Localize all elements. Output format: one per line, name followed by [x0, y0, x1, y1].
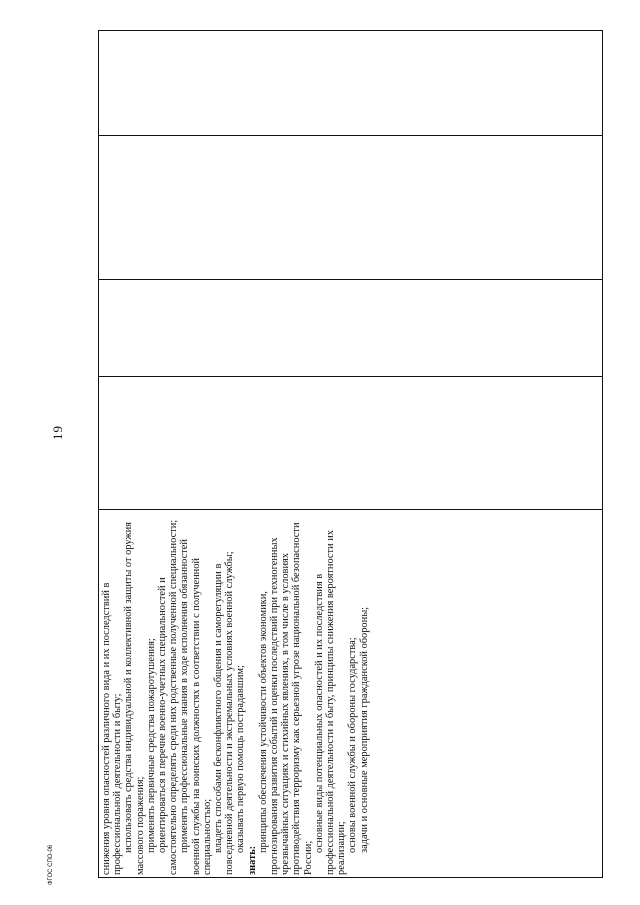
table	[98, 30, 603, 878]
text-paragraph: знать:	[246, 845, 258, 875]
column-divider-2	[99, 279, 602, 280]
column-divider-1	[99, 135, 602, 136]
text-paragraph: ориентироваться в перечне военно-учетных специальностей и самостоятельно определять среди них родственные полученной специальности;	[157, 519, 180, 875]
content-cell	[99, 509, 604, 879]
text-paragraph: применять первичные средства пожаротушения;	[145, 638, 157, 853]
text-paragraph: оказывать первую помощь пострадавшим;	[235, 665, 247, 853]
text-paragraph: применять профессиональные знания в ходе исполнения обязанностей военной службы на воинских должностях в соответствии с полученной специальностью;	[179, 539, 213, 875]
page-number: 19	[50, 425, 65, 440]
text-paragraph: принципы обеспечения устойчивости объектов экономики, прогнозирования развития событий и оценки последствий при техногенных чрезвычайных ситуациях и стихийных явлениях, в том числе в условиях противодействия терроризму как серьезной угрозе национальной безопасности России;	[257, 522, 314, 875]
text-paragraph: владеть способами бесконфликтного общения и саморегуляции в повседневной деятельности и экстремальных условиях военной службы;	[213, 551, 236, 875]
text-paragraph: использовать средства индивидуальной и коллективной защиты от оружия массового поражения;	[123, 522, 146, 875]
text-paragraph: основы военной службы и обороны государства;	[347, 637, 359, 853]
text-paragraph: снижения уровня опасностей различного вида и их последствий в профессиональной деятельности и быту;	[101, 582, 124, 875]
text-paragraph: задачи и основные мероприятия гражданской обороны;	[358, 606, 370, 853]
text-paragraph: основные виды потенциальных опасностей и их последствия в профессиональной деятельности и быту, принципы снижения вероятности их реализации;	[313, 530, 348, 875]
cell-text	[99, 509, 604, 879]
footer-code: ФГОС СПО-06	[48, 844, 54, 885]
column-divider-3	[99, 376, 602, 377]
